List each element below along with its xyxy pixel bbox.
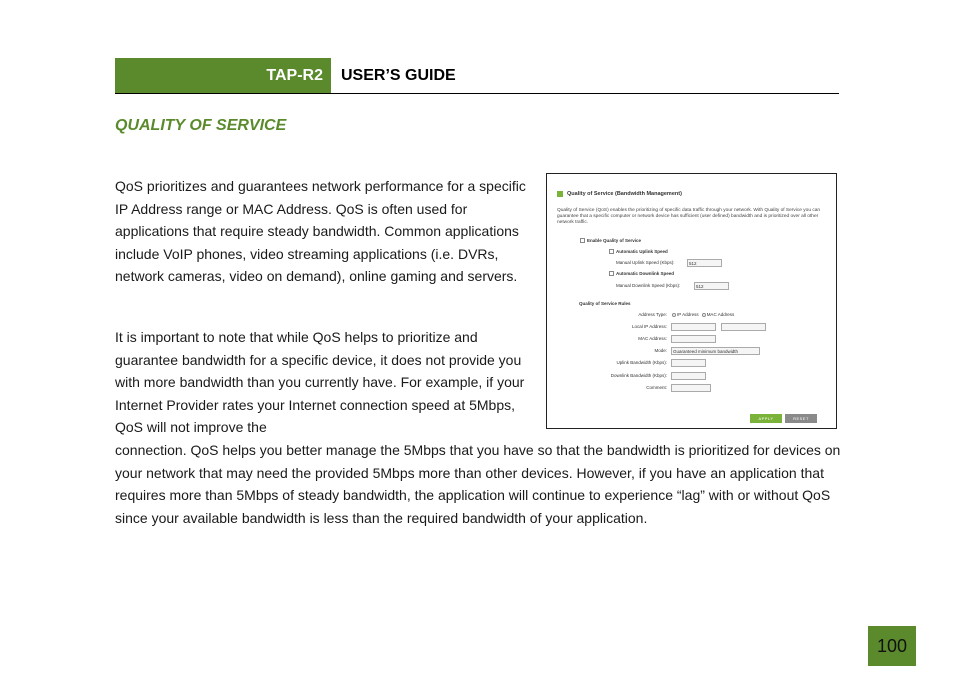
uplink-bandwidth-label: Uplink Bandwidth (Kbps): [616, 360, 667, 365]
address-type-options [671, 312, 734, 317]
mac-address-input[interactable] [671, 335, 716, 343]
enable-qos-row [580, 238, 641, 243]
auto-downlink-label: Automatic Downlink Speed [616, 271, 675, 276]
local-ip-label: Local IP Address: [632, 324, 667, 329]
address-type-label: Address Type: [638, 312, 667, 317]
mac-radio[interactable] [702, 313, 706, 317]
local-ip-end-input[interactable] [721, 323, 766, 331]
header-product: TAP-R2 [266, 66, 323, 84]
downlink-bandwidth-input[interactable] [671, 372, 706, 380]
header-divider [115, 93, 839, 94]
uplink-bandwidth-input[interactable] [671, 359, 706, 367]
comment-label: Comment: [646, 385, 667, 390]
qos-title [557, 191, 682, 197]
apply-button[interactable]: APPLY [750, 414, 782, 423]
manual-downlink-row [616, 283, 680, 288]
auto-uplink-row [609, 249, 668, 254]
local-ip-start-input[interactable] [671, 323, 716, 331]
reset-button[interactable]: RESET [785, 414, 817, 423]
auto-uplink-checkbox[interactable] [609, 249, 614, 254]
manual-uplink-label: Manual Uplink Speed (Kbps): [616, 260, 675, 265]
qos-title-text: Quality of Service (Bandwidth Management) [567, 191, 682, 197]
paragraph-3: connection. QoS helps you better manage the 5Mbps that you have so that the bandwidth is prioritized for devices on your network that may need the provided 5Mbps more than other devices. However, if you have an application that requires more than 5Mbps of steady bandwidth, the application will continue to experience “lag” with or without QoS since your available bandwidth is less than the required bandwidth of your application. [115, 442, 841, 526]
auto-downlink-checkbox[interactable] [609, 271, 614, 276]
comment-input[interactable] [671, 384, 711, 392]
auto-downlink-row [609, 271, 674, 276]
paragraph-1: QoS prioritizes and guarantees network performance for a specific IP Address range or MAC Address. QoS is often used for applications that require steady bandwidth. Common applications include VoIP phones, video streaming applications (i.e. DVRs, network cameras, video on demand), online gaming and servers. [115, 178, 526, 285]
qos-description: Quality of Service (QoS) enables the prioritizing of specific data traffic through your network. With Quality of Service you can guarantee that a specific computer or network device has sufficient (user defined) bandwidth and is prioritized over all other network traffic. [557, 208, 821, 225]
manual-downlink-label: Manual Downlink Speed (Kbps): [616, 283, 681, 288]
bullet-square-icon [557, 191, 563, 197]
paragraph-2: It is important to note that while QoS helps to prioritize and guarantee bandwidth for a specific device, it does not provide you with more bandwidth than you currently have. For example, if your Internet Provider rates your Internet connection speed at 5Mbps, QoS will not improve the [115, 329, 525, 436]
mac-address-label: MAC Address: [638, 336, 667, 341]
manual-uplink-row [616, 260, 675, 265]
section-title: QUALITY OF SERVICE [115, 117, 287, 134]
page-number: 100 [868, 626, 916, 666]
header-product-bar [115, 58, 331, 93]
enable-qos-checkbox[interactable] [580, 238, 585, 243]
ip-option-label: IP Address [677, 312, 699, 317]
mode-select[interactable]: Guaranteed minimum bandwidth [671, 347, 760, 355]
qos-settings-screenshot [546, 173, 837, 429]
auto-uplink-label: Automatic Uplink Speed [616, 249, 668, 254]
manual-uplink-input[interactable]: 512 [687, 259, 722, 267]
enable-qos-label: Enable Quality of Service [587, 238, 642, 243]
header-guide-title: USER’S GUIDE [341, 66, 456, 84]
mac-option-label: MAC Address [706, 312, 735, 317]
mode-label: Mode: [654, 348, 667, 353]
rules-title: Quality of Service Rules [579, 301, 631, 306]
ip-radio[interactable] [672, 313, 676, 317]
downlink-bandwidth-label: Downlink Bandwidth (Kbps): [610, 373, 667, 378]
manual-downlink-input[interactable]: 512 [694, 282, 729, 290]
